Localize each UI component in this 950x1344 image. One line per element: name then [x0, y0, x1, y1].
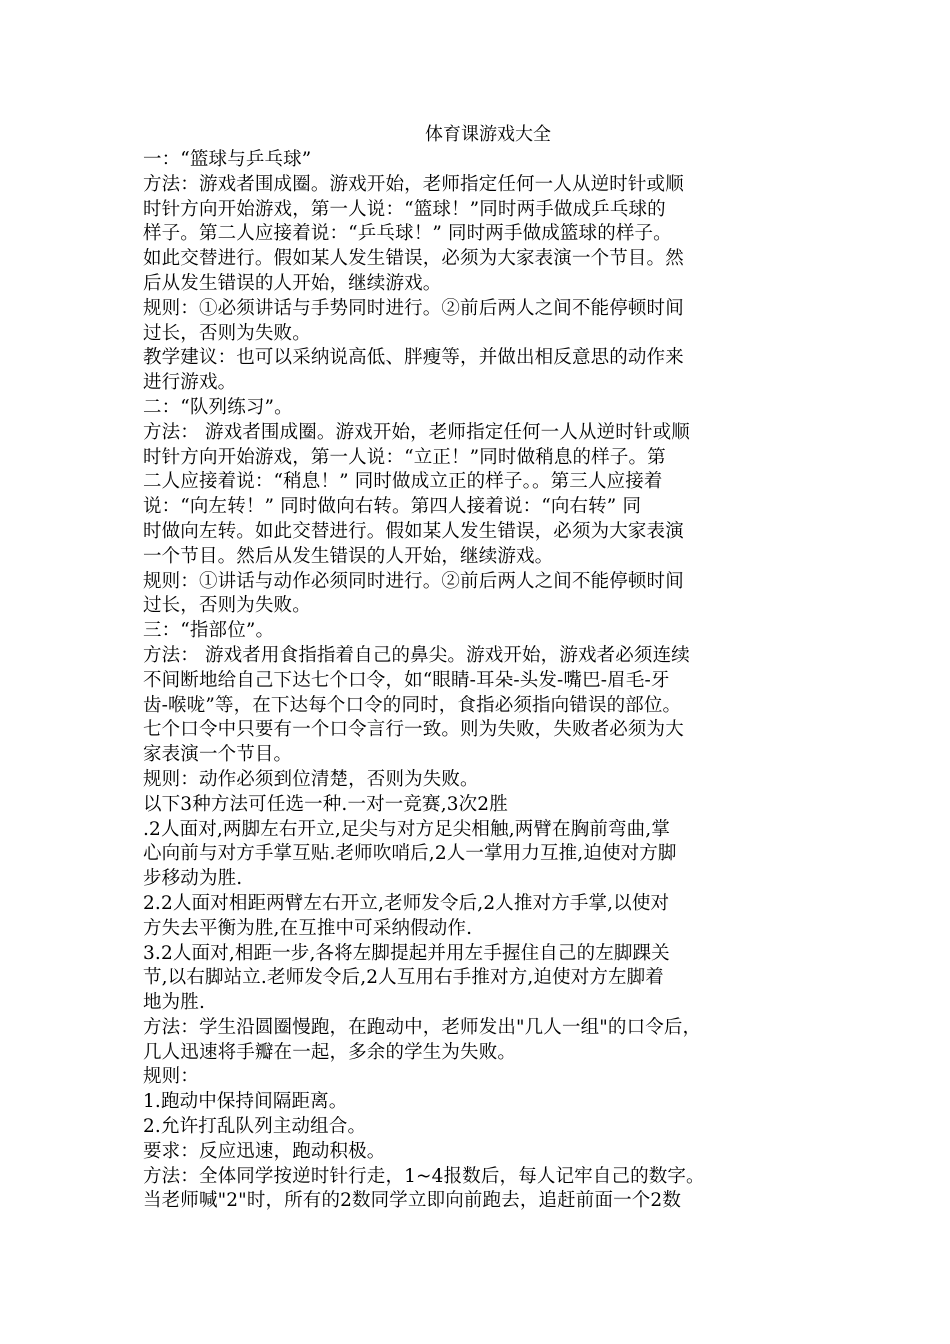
text-line: 后从发生错误的人开始，继续游戏。 — [143, 272, 442, 294]
text-line: 规则：①必须讲话与手势同时进行。②前后两人之间不能停顿时间 — [143, 297, 684, 319]
text-line: 地为胜. — [143, 992, 205, 1014]
text-line: 齿-喉咙”等，在下达每个口令的同时，食指必须指向错误的部位。 — [143, 694, 682, 716]
text-line: 样子。第二人应接着说：“乒乓球！” 同时两手做成篮球的样子。 — [143, 223, 672, 245]
text-line: 规则： — [143, 1066, 199, 1088]
text-line: 方失去平衡为胜,在互推中可采纳假动作. — [143, 917, 473, 939]
text-line: 规则：①讲话与动作必须同时进行。②前后两人之间不能停顿时间 — [143, 570, 684, 592]
text-line: 方法：学生沿圆圈慢跑，在跑动中，老师发出"几人一组"的口令后， — [143, 1016, 702, 1038]
text-line: 方法：游戏者围成圈。游戏开始，老师指定任何一人从逆时针或顺 — [143, 173, 684, 195]
text-line: 一：“篮球与乒乓球” — [143, 149, 312, 170]
text-line: .2人面对,两脚左右开立,足尖与对方足尖相触,两臂在胸前弯曲,掌 — [143, 818, 670, 840]
text-line: 家表演一个节目。 — [143, 744, 293, 766]
text-line: 2.2人面对相距两臂左右开立,老师发令后,2人推对方手掌,以使对 — [143, 892, 670, 914]
text-line: 要求：反应迅速，跑动积极。 — [143, 1140, 386, 1162]
text-line: 三：“指部位”。 — [143, 620, 275, 642]
document-body — [143, 148, 833, 1214]
document-title: 体育课游戏大全 — [425, 124, 551, 145]
text-line: 时针方向开始游戏，第一人说：“立正！”同时做稍息的样子。第 — [143, 446, 666, 468]
text-line: 规则：动作必须到位清楚，否则为失败。 — [143, 768, 479, 790]
text-line: 不间断地给自己下达七个口令，如“眼睛-耳朵-头发-嘴巴-眉毛-牙 — [143, 669, 670, 691]
text-line: 时做向左转。如此交替进行。假如某人发生错误，必须为大家表演 — [143, 520, 684, 542]
text-line: 过长，否则为失败。 — [143, 595, 311, 617]
text-line: 心向前与对方手掌互贴.老师吹哨后,2人一掌用力互推,迫使对方脚 — [143, 843, 677, 865]
text-line: 教学建议：也可以采纳说高低、胖瘦等，并做出相反意思的动作来 — [143, 347, 684, 369]
document-page — [143, 122, 833, 1214]
text-line: 1.跑动中保持间隔距离。 — [143, 1091, 348, 1113]
text-line: 2.允许打乱队列主动组合。 — [143, 1116, 367, 1138]
text-line: 进行游戏。 — [143, 372, 237, 394]
text-line: 二：“队列练习”。 — [143, 396, 293, 418]
text-line: 七个口令中只要有一个口令言行一致。则为失败，失败者必须为大 — [143, 719, 684, 741]
text-line: 节,以右脚站立.老师发令后,2人互用右手推对方,迫使对方左脚着 — [143, 967, 664, 989]
text-line: 如此交替进行。假如某人发生错误，必须为大家表演一个节目。然 — [143, 248, 684, 270]
text-line: 一个节目。然后从发生错误的人开始，继续游戏。 — [143, 545, 554, 567]
text-line: 方法： 游戏者围成圈。游戏开始，老师指定任何一人从逆时针或顺 — [143, 421, 690, 443]
text-line: 二人应接着说：“稍息！” 同时做成立正的样子。。第三人应接着 — [143, 471, 663, 493]
text-line: 当老师喊"2"时，所有的2数同学立即向前跑去，追赶前面一个2数 — [143, 1190, 681, 1212]
text-line: 以下3种方法可任选一种.一对一竞赛,3次2胜 — [143, 793, 508, 815]
text-line: 说：“向左转！” 同时做向右转。第四人接着说：“向右转” 同 — [143, 496, 642, 518]
text-line: 过长，否则为失败。 — [143, 322, 311, 344]
text-line: 步移动为胜. — [143, 868, 243, 890]
text-line: 方法： 游戏者用食指指着自己的鼻尖。游戏开始，游戏者必须连续 — [143, 644, 690, 666]
text-line: 时针方向开始游戏，第一人说：“篮球！”同时两手做成乒乓球的 — [143, 198, 666, 220]
text-line: 方法：全体同学按逆时针行走，1~4报数后，每人记牢自己的数字。 — [143, 1165, 705, 1187]
text-line: 3.2人面对,相距一步,各将左脚提起并用左手握住自己的左脚踝关 — [143, 942, 670, 964]
text-line: 几人迅速将手瓣在一起，多余的学生为失败。 — [143, 1041, 517, 1063]
